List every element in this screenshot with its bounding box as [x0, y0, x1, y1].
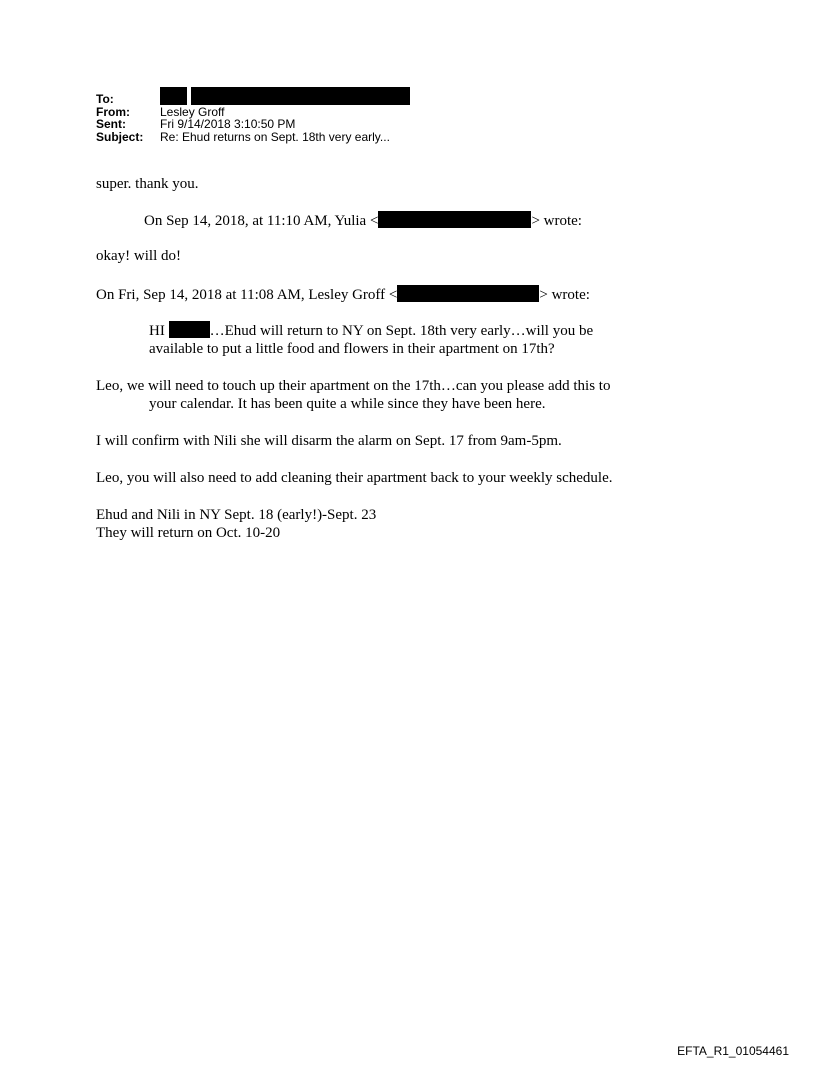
subject-label: Subject:	[96, 129, 144, 144]
to-row	[96, 93, 410, 106]
schedule-block	[96, 506, 376, 542]
quote2-body	[149, 321, 593, 358]
quote1-prefix: On Sep 14, 2018, at 11:10 AM, Yulia <	[144, 213, 379, 229]
reply-text: super. thank you.	[96, 176, 199, 192]
leo-paragraph-2: Leo, you will also need to add cleaning their apartment back to your weekly schedule.	[96, 470, 613, 486]
redaction-block	[191, 87, 410, 105]
document-id: EFTA_R1_01054461	[677, 1044, 789, 1058]
quote2-line1	[149, 321, 593, 340]
leo-paragraph-1	[96, 377, 610, 413]
subject-value: Re: Ehud returns on Sept. 18th very early...	[160, 129, 390, 144]
quote2-line2: available to put a little food and flowers in their apartment on 17th?	[149, 341, 555, 357]
sent-row	[96, 118, 410, 131]
quote2-prefix: On Fri, Sep 14, 2018 at 11:08 AM, Lesley Groff <	[96, 287, 398, 303]
from-label: From:	[96, 104, 130, 119]
quote1-suffix: > wrote:	[531, 213, 582, 229]
quote1-body: okay! will do!	[96, 248, 181, 264]
redaction-block	[169, 321, 210, 338]
redaction-block	[397, 285, 539, 302]
sent-label: Sent:	[96, 117, 126, 131]
redaction-block	[160, 87, 187, 105]
quote2-attribution	[96, 285, 590, 304]
to-label: To:	[96, 92, 114, 106]
leo1-line1: Leo, we will need to touch up their apartment on the 17th…can you please add this to	[96, 378, 611, 394]
redaction-block	[378, 211, 531, 228]
schedule-line2: They will return on Oct. 10-20	[96, 525, 281, 541]
schedule-line1: Ehud and Nili in NY Sept. 18 (early!)-Sept. 23	[96, 507, 377, 523]
to-value	[160, 93, 410, 106]
quote2-suffix: > wrote:	[539, 287, 590, 303]
from-value: Lesley Groff	[160, 104, 225, 119]
hi-rest: …Ehud will return to NY on Sept. 18th very early…will you be	[209, 323, 594, 339]
subject-row	[96, 131, 410, 144]
quote1-attribution	[144, 211, 582, 230]
nili-line: I will confirm with Nili she will disarm the alarm on Sept. 17 from 9am-5pm.	[96, 433, 562, 449]
email-header	[96, 93, 410, 143]
hi-prefix: HI	[149, 323, 169, 339]
sent-value: Fri 9/14/2018 3:10:50 PM	[160, 117, 296, 131]
leo1-line2: your calendar. It has been quite a while since they have been here.	[149, 396, 546, 412]
